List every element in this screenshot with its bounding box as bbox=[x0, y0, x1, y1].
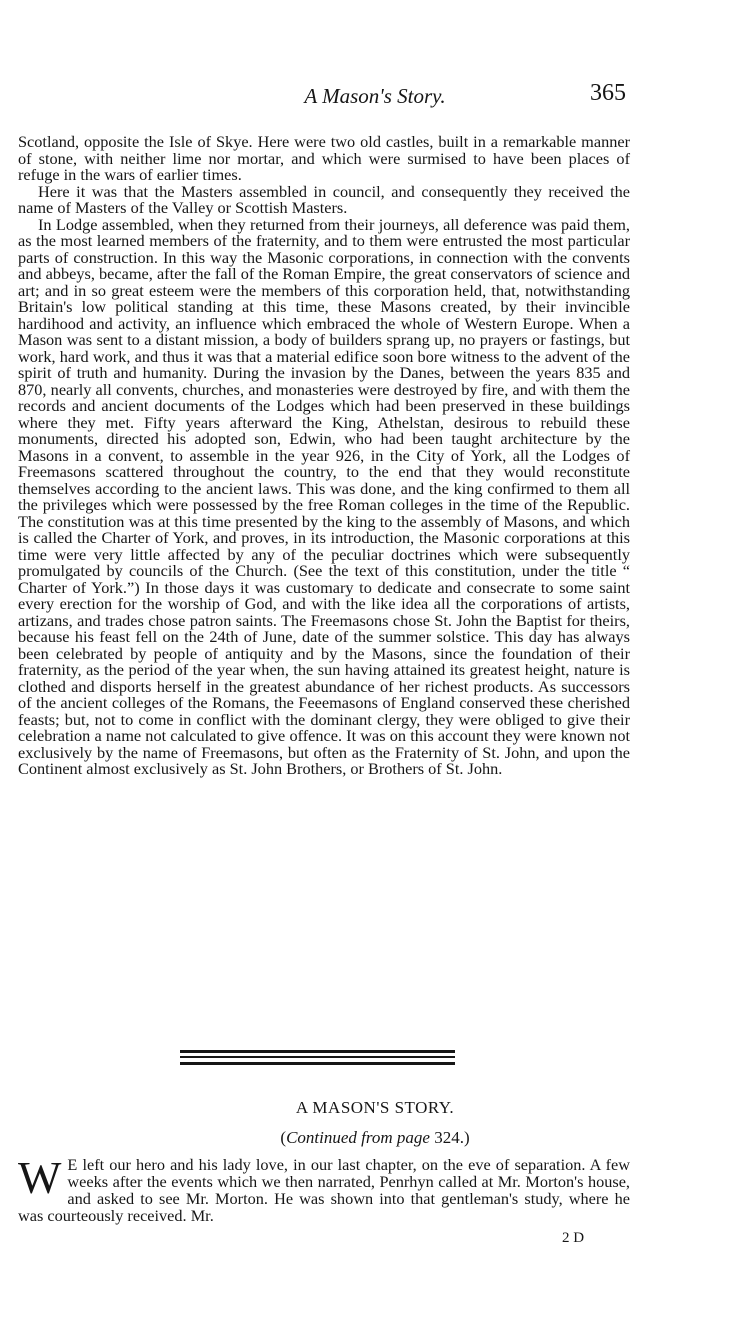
section-divider-middle bbox=[180, 1056, 455, 1058]
signature-mark: 2 D bbox=[562, 1230, 585, 1246]
continued-page: 324. bbox=[434, 1128, 464, 1147]
section-divider-top bbox=[180, 1050, 455, 1053]
story-paragraph bbox=[18, 1152, 630, 1225]
article-body bbox=[18, 134, 630, 778]
section-divider-bottom bbox=[180, 1062, 455, 1065]
running-header-title: A Mason's Story. bbox=[304, 84, 446, 108]
continued-note: (Continued from page 324.) bbox=[280, 1128, 470, 1147]
story-title: A MASON'S STORY. bbox=[295, 1098, 455, 1117]
story-opening-text: E left our hero and his lady love, in our last chapter, on the eve of separation. A few weeks after the events which we then narrated, Penrhyn called at Mr. Morton's house, and asked to see Mr. Morton. He was shown into that gentleman's study, where he was courteously received. Mr. bbox=[18, 1155, 630, 1225]
paragraph-2: Here it was that the Masters assembled in council, and consequently they received the name of Masters of the Valley or Scottish Masters. bbox=[18, 181, 630, 217]
story-body bbox=[18, 1152, 630, 1225]
paragraph-1: Scotland, opposite the Isle of Skye. Here were two old castles, built in a remarkable manner of stone, with neither lime nor mortar, and which were surmised to have been places of refuge in the wars of earlier times. bbox=[18, 132, 630, 184]
page-number: 365 bbox=[590, 80, 626, 106]
paragraph-3: In Lodge assembled, when they returned from their journeys, all deference was paid them, as the most learned members of the fraternity, and to them were entrusted the most particular parts of construction. In this way the Masonic corporations, in connection with the convents and abbeys, became, after the fall of the Roman Empire, the great conservators of science and art; and in so great esteem were the members of this corporation held, that, notwithstanding Britain's low political standing at this time, these Masons created, by their invincible hardihood and activity, an influence which embraced the whole of Western Europe. When a Mason was sent to a distant mission, a body of builders sprang up, no prayers or fastings, but work, hard work, and thus it was that a material edifice soon bore witness to the advent of the spirit of truth and humanity. During the invasion by the Danes, between the years 835 and 870, nearly all convents, churches, and monasteries were destroyed by fire, and with them the records and ancient documents of the Lodges which had been preserved in these buildings where they met. Fifty years afterward the King, Athelstan, desirous to rebuild these monuments, directed his adopted son, Edwin, who had been taught architecture by the Masons in a convent, to assemble in the year 926, in the City of York, all the Lodges of Freemasons scattered throughout the country, to the end that they would reconstitute themselves according to the ancient laws. This was done, and the king confirmed to them all the privileges which were possessed by the free Roman colleges in the time of the Republic. The constitution was at this time presented by the king to the assembly of Masons, and which is called the Charter of York, and proves, in its introduction, the Masonic corporations at this time were very little affected by any of the peculiar doctrines which were subsequently promulgated by councils of the Church. (See the text of this constitution, under the title “ Charter of York.”) In those days it was customary to dedicate and consecrate to some saint every erection for the worship of God, and with the like idea all the corporations of artists, artizans, and trades chose patron saints. The Freemasons chose St. John the Baptist for theirs, because his feast fell on the 24th of June, date of the summer solstice. This day has always been celebrated by people of antiquity and by the Masons, since the foundation of their fraternity, as the period of the year when, the sun having attained its greatest height, nature is clothed and disports herself in the greatest abundance of her richest products. As successors of the ancient colleges of the Romans, the Feeemasons of England conserved these cherished feasts; but, not to come in conflict with the dominant clergy, they were obliged to give their celebration a name not calculated to give offence. It was on this account they were known not exclusively by the name of Freemasons, but often as the Fraternity of St. John, and upon the Continent almost exclusively as St. John Brothers, or Brothers of St. John. bbox=[18, 214, 630, 778]
drop-cap: W bbox=[18, 1152, 62, 1203]
continued-label: Continued from page bbox=[286, 1128, 430, 1147]
